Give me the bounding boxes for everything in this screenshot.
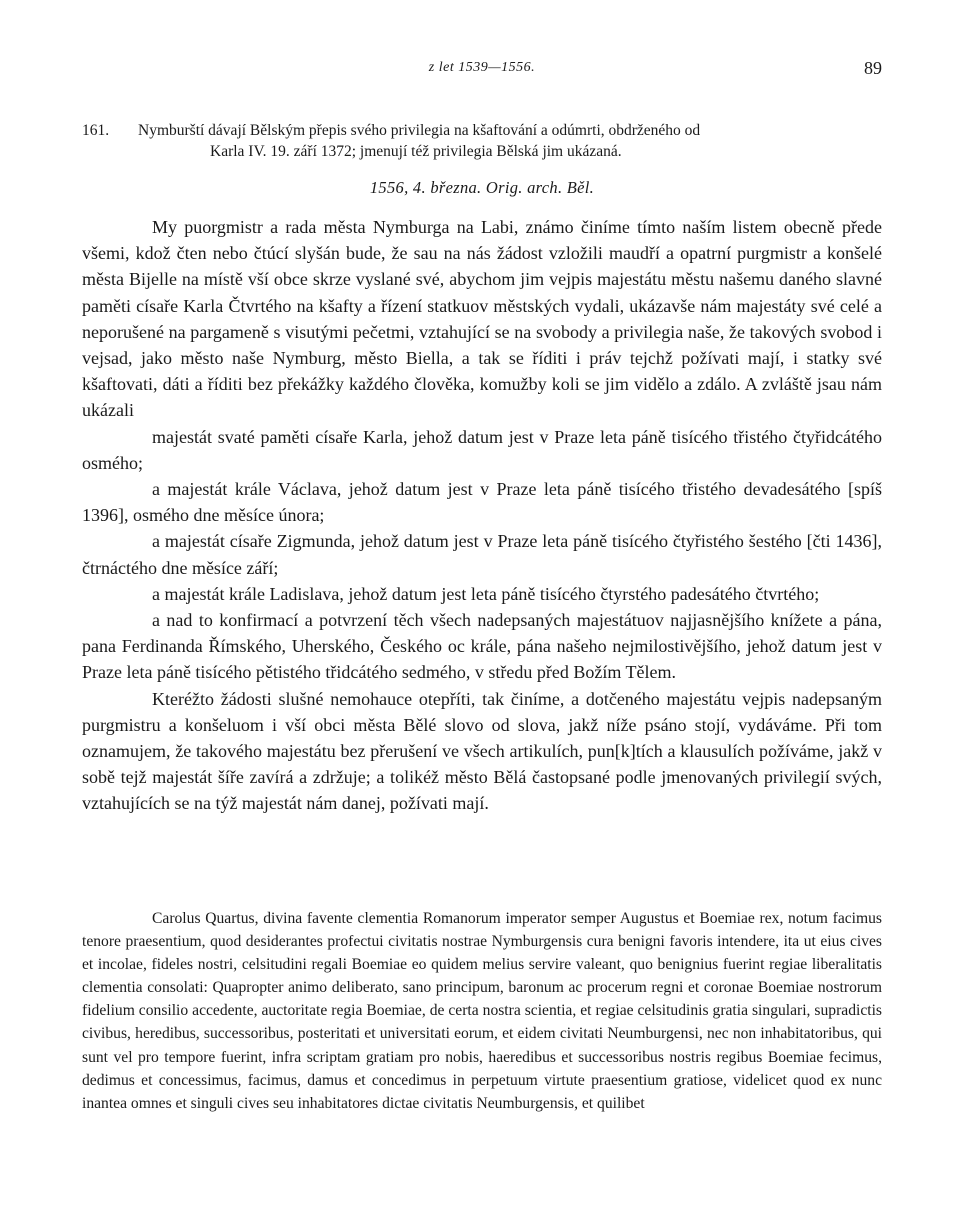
page-number: 89 bbox=[864, 58, 882, 78]
page-header bbox=[82, 58, 882, 82]
paragraph: Kteréžto žádosti slušné nemohauce otepříti, tak činíme, a dotčeného majestátu vejpis nadepsaným purgmistru a konšeluom i vší obci města Bělé slovo od slova, jakž níže psáno stojí, vydáváme. Při tom oznamujem, že takového majestátu bez přerušení ve všech artikulích, pun[k]tích a klausulích požíváme, jakž v sobě tejž majestát šíře zavírá a zdržuje; a tolikéž město Bělá častopsané podle jmenovaných privilegií svých, vztahujících se na týž majestát nám danej, požívati mají. bbox=[82, 688, 882, 814]
latin-text bbox=[82, 907, 882, 1115]
entry-summary-line-2: Karla IV. 19. září 1372; jmenují též privilegia Bělská jim ukázaná. bbox=[210, 143, 622, 160]
entry-heading bbox=[82, 120, 882, 162]
entry-number: 161. bbox=[82, 122, 110, 139]
paragraph: a majestát krále Václava, jehož datum jest v Praze leta páně tisícého třistého devadesátého [spíš 1396], osmého dne měsíce února; bbox=[82, 479, 882, 526]
entry-summary-line-1: Nymburští dávají Bělským přepis svého privilegia na kšaftování a odúmrti, obdrženého od bbox=[138, 122, 701, 139]
paragraph: Carolus Quartus, divina favente clementia Romanorum imperator semper Augustus et Boemiae rex, notum facimus tenore praesentium, quod desiderantes profectui civitatis nostrae Nymburgensis cura benigni favoris intendere, ita ut eius cives et incolae, fideles nostri, celsitudini regali Boemiae eo quidem melius servire valeant, quo benignius fuerint regiae liberalitatis clementia consolati: Quapropter animo deliberato, sano principum, baronum ac procerum regni et coronae Boemiae nostrorum fidelium consilio accedente, auctoritate regia Boemiae, de certa nostra scientia, et regiae celsitudinis gratia singulari, supradictis civibus, heredibus, successoribus, posteritati et universitati eorum, et eidem civitati Neumburgensi, nec non inhabitatoribus, qui sunt vel pro tempore fuerint, infra scriptam gratiam pro nobis, haeredibus et successoribus nostris regibus Boemiae fecimus, dedimus et concessimus, facimus, damus et concedimus in perpetuum virtute praesentium gratiose, videlicet quod ex nunc inantea omnes et singuli cives seu inhabitatores dictae civitatis Neumburgensis, et quilibet bbox=[82, 910, 882, 1112]
paragraph: My puorgmistr a rada města Nymburga na Labi, známo činíme tímto naším listem obecně přede všemi, kdož čten nebo čtúcí slyšán bude, že sau na nás žádost vzložili maudří a opatrní purgmistr a konšelé města Bijelle na místě vší obce skrze vyslané své, abychom jim vejpis majestátu městu našemu daného slavné paměti císaře Karla Čtvrtého na kšafty a řízení statkuov městských vydali, ukázavše nám majestáty své celé a neporušené na pargameně s visutými pečetmi, vztahující se na svobody a privilegia naše, že takových svobod i vejsad, jako město naše Nymburg, město Biella, a tak se říditi i práv tejchž požívati mají, i statky své kšaftovati, dáti a říditi bez překážky každého člověka, komužby koli se jim vidělo a zdálo. A zvláště jsau nám ukázali bbox=[82, 217, 882, 421]
paragraph: a majestát císaře Zigmunda, jehož datum jest v Praze leta páně tisícého čtyřistého šestého [čti 1436], čtrnáctého dne měsíce září; bbox=[82, 531, 882, 578]
paragraph: majestát svaté paměti císaře Karla, jehož datum jest v Praze leta páně tisícého třistého čtyřidcátého osmého; bbox=[82, 426, 882, 473]
running-head: z let 1539—1556. bbox=[428, 60, 536, 75]
paragraph: a nad to konfirmací a potvrzení těch všech nadepsaných majestátuov najjasnějšího knížete a pána, pana Ferdinanda Římského, Uherského, Českého oc krále, pána našeho nejmilostivějšího, jehož datum jest v Praze leta páně tisícého pětistého třidcátého sedmého, v středu před Božím Tělem. bbox=[82, 610, 882, 683]
paragraph: a majestát krále Ladislava, jehož datum jest leta páně tisícého čtyrstého padesátého čtvrtého; bbox=[152, 583, 820, 604]
czech-text bbox=[82, 214, 882, 817]
dateline: 1556, 4. března. Orig. arch. Běl. bbox=[369, 178, 595, 197]
